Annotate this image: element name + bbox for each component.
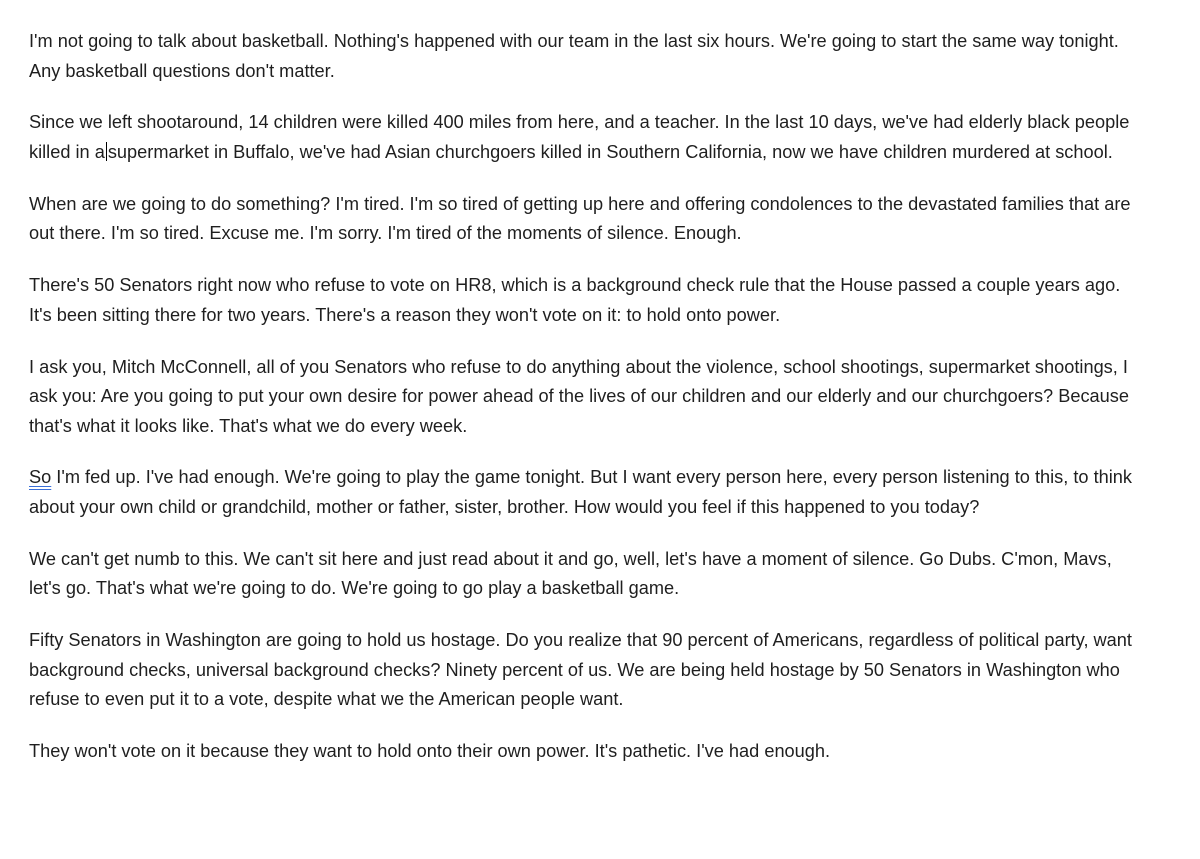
paragraph-7[interactable] bbox=[29, 545, 1139, 604]
text-cursor bbox=[106, 142, 107, 161]
paragraph-3[interactable] bbox=[29, 190, 1139, 249]
paragraph-8[interactable] bbox=[29, 626, 1139, 715]
paragraph-2-text-before-cursor: Since we left shootaround, 14 children were killed 400 miles from here, and a teacher. In the last 10 days, we've had elderly black people killed in a bbox=[29, 112, 1130, 162]
paragraph-2-text-after-cursor: supermarket in Buffalo, we've had Asian churchgoers killed in Southern California, now we have children murdered at school. bbox=[107, 141, 1113, 162]
paragraph-4-text: There's 50 Senators right now who refuse to vote on HR8, which is a background check rule that the House passed a couple years ago. It's been sitting there for two years. There's a reason they won't vote on it: to hold onto power. bbox=[29, 275, 1121, 325]
paragraph-6-text: I'm fed up. I've had enough. We're going to play the game tonight. But I want every person here, every person listening to this, to think about your own child or grandchild, mother or father, sister, brother. How would you feel if this happened to you today? bbox=[29, 467, 1132, 518]
paragraph-5-text: I ask you, Mitch McConnell, all of you Senators who refuse to do anything about the violence, school shootings, supermarket shootings, I ask you: Are you going to put your own desire for power ahead of the lives of our children and our elderly and our churchgoers? Because that's what it looks like. That's what we do every week. bbox=[29, 356, 1129, 436]
paragraph-3-text: When are we going to do something? I'm tired. I'm so tired of getting up here and offering condolences to the devastated families that are out there. I'm so tired. Excuse me. I'm sorry. I'm tired of the moments of silence. Enough. bbox=[29, 193, 1131, 244]
paragraph-9-text: They won't vote on it because they want to hold onto their own power. It's pathetic. I've had enough. bbox=[29, 741, 831, 762]
paragraph-1[interactable] bbox=[29, 27, 1139, 86]
paragraph-1-text: I'm not going to talk about basketball. Nothing's happened with our team in the last six hours. We're going to start the same way tonight. Any basketball questions don't matter. bbox=[29, 31, 1119, 81]
document-body[interactable] bbox=[29, 27, 1139, 789]
paragraph-8-text: Fifty Senators in Washington are going to hold us hostage. Do you realize that 90 percent of Americans, regardless of political party, want background checks, universal background checks? Ninety percent of us. We are being held hostage by 50 Senators in Washington who refuse to even put it to a vote, despite what we the American people want. bbox=[29, 630, 1132, 710]
grammar-flagged-word[interactable]: So bbox=[29, 467, 52, 488]
paragraph-5[interactable] bbox=[29, 353, 1139, 442]
paragraph-2[interactable] bbox=[29, 108, 1139, 167]
paragraph-9[interactable] bbox=[29, 737, 1139, 767]
paragraph-7-text: We can't get numb to this. We can't sit here and just read about it and go, well, let's have a moment of silence. Go Dubs. C'mon, Mavs, let's go. That's what we're going to do. We're going to go play a basketball game. bbox=[29, 548, 1112, 599]
paragraph-4[interactable] bbox=[29, 271, 1139, 330]
paragraph-6[interactable] bbox=[29, 463, 1139, 522]
